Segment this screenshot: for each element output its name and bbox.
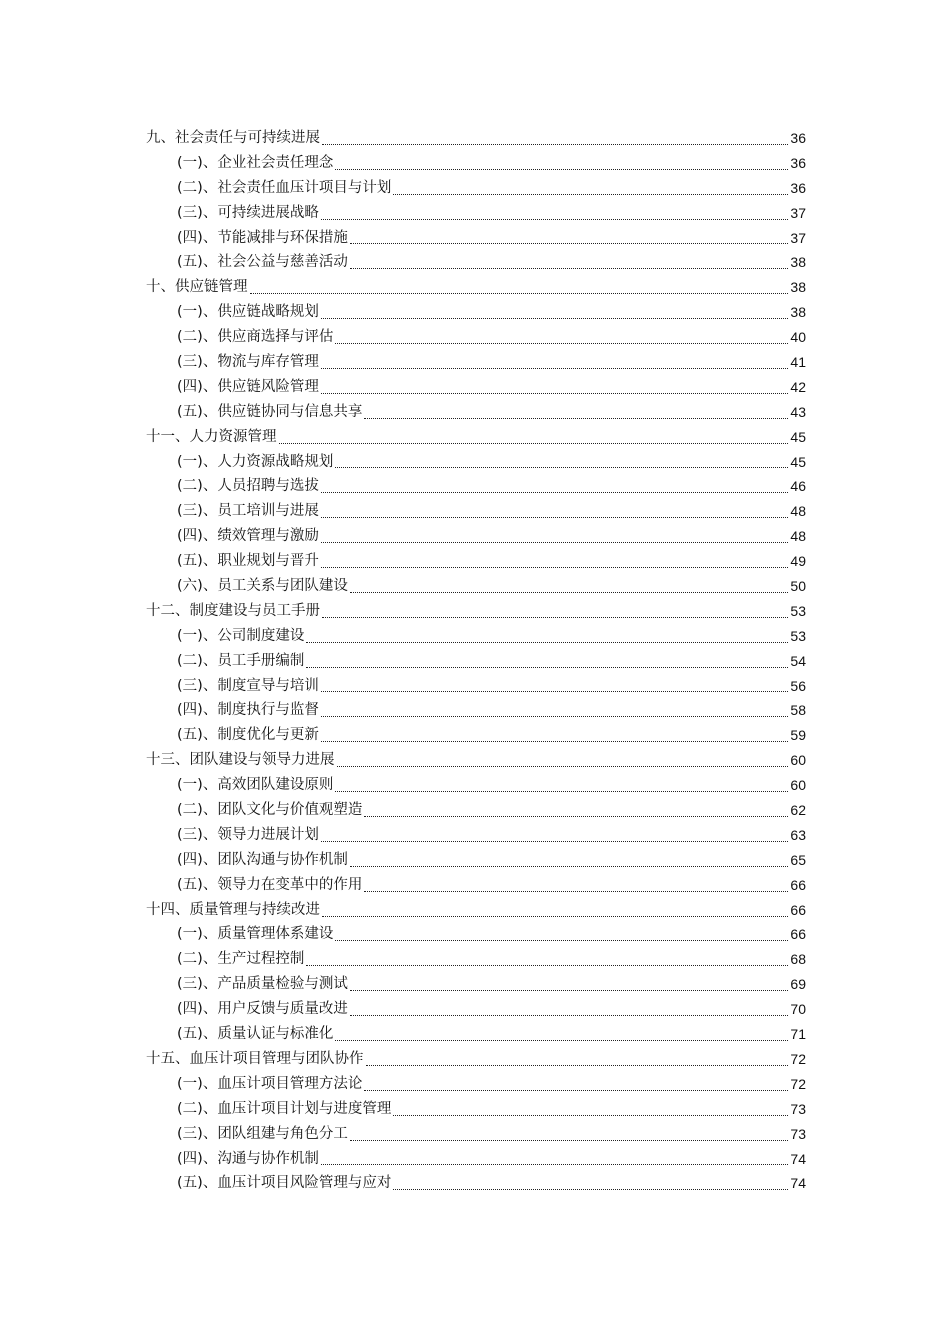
toc-dot-leader: [335, 940, 788, 941]
toc-entry-title: (三)、物流与库存管理: [177, 354, 319, 370]
toc-entry-title: (二)、社会责任血压计项目与计划: [177, 179, 392, 196]
toc-chapter-entry[interactable]: [146, 599, 806, 624]
toc-entry-title: 十三、团队建设与领导力进展: [146, 752, 335, 769]
toc-page-number: 45: [790, 453, 806, 470]
toc-page-number: 45: [790, 428, 806, 445]
toc-entry-title: (三)、可持续进展战略: [177, 204, 319, 221]
toc-dot-leader: [350, 990, 789, 991]
toc-chapter-entry[interactable]: [146, 275, 806, 300]
toc-page-number: 38: [790, 254, 806, 271]
toc-dot-leader: [321, 1164, 789, 1165]
toc-section-entry[interactable]: [146, 773, 806, 798]
toc-entry-title: (一)、公司制度建设: [177, 627, 305, 644]
toc-entry-title: (四)、绩效管理与激励: [177, 528, 319, 545]
toc-entry-title: 九、社会责任与可持续进展: [146, 129, 320, 146]
toc-entry-title: (三)、团队组建与角色分工: [177, 1125, 348, 1142]
toc-section-entry[interactable]: [146, 1122, 806, 1147]
toc-entry-title: (五)、职业规划与晋升: [177, 553, 319, 570]
toc-entry-title: (五)、制度优化与更新: [177, 727, 319, 744]
toc-section-entry[interactable]: [146, 499, 806, 524]
toc-entry-title: (五)、血压计项目风险管理与应对: [177, 1175, 392, 1192]
toc-chapter-entry[interactable]: [146, 425, 806, 450]
toc-entry-title: (五)、质量认证与标准化: [177, 1026, 334, 1043]
toc-entry-title: (二)、人员招聘与选拔: [177, 478, 319, 495]
toc-entry-title: (二)、供应商选择与评估: [177, 329, 334, 346]
toc-page-number: 72: [790, 1075, 806, 1092]
toc-page-number: 38: [790, 304, 806, 321]
table-of-contents: [146, 126, 806, 1196]
toc-section-entry[interactable]: [146, 848, 806, 873]
toc-section-entry[interactable]: [146, 325, 806, 350]
toc-section-entry[interactable]: [146, 450, 806, 475]
toc-page-number: 43: [790, 403, 806, 420]
toc-entry-title: (四)、供应链风险管理: [177, 378, 319, 395]
toc-dot-leader: [321, 368, 789, 369]
toc-page-number: 36: [790, 179, 806, 196]
toc-page-number: 66: [790, 926, 806, 943]
toc-page-number: 40: [790, 329, 806, 346]
toc-entry-title: 十四、质量管理与持续改进: [146, 901, 320, 918]
toc-page-number: 74: [790, 1150, 806, 1167]
toc-page-number: 73: [790, 1125, 806, 1142]
toc-dot-leader: [322, 617, 788, 618]
toc-dot-leader: [250, 293, 789, 294]
toc-page-number: 48: [790, 528, 806, 545]
toc-entry-title: (一)、企业社会责任理念: [177, 154, 334, 171]
toc-section-entry[interactable]: [146, 1022, 806, 1047]
toc-dot-leader: [350, 1140, 789, 1141]
toc-dot-leader: [366, 1065, 789, 1066]
toc-section-entry[interactable]: [146, 201, 806, 226]
toc-dot-leader: [306, 642, 788, 643]
toc-page-number: 60: [790, 752, 806, 769]
toc-entry-title: (二)、团队文化与价值观塑造: [177, 802, 363, 819]
toc-entry-title: (五)、领导力在变革中的作用: [177, 876, 363, 893]
toc-dot-leader: [364, 1090, 788, 1091]
toc-page-number: 54: [790, 652, 806, 669]
toc-page-number: 41: [790, 354, 806, 370]
toc-dot-leader: [350, 243, 789, 244]
toc-entry-title: (一)、质量管理体系建设: [177, 926, 334, 943]
toc-dot-leader: [350, 268, 789, 269]
toc-page-number: 58: [790, 702, 806, 719]
toc-section-entry[interactable]: [146, 574, 806, 599]
toc-entry-title: (三)、制度宣导与培训: [177, 677, 319, 694]
toc-section-entry[interactable]: [146, 250, 806, 275]
toc-dot-leader: [321, 841, 789, 842]
toc-entry-title: (二)、生产过程控制: [177, 951, 305, 968]
toc-entry-title: (四)、团队沟通与协作机制: [177, 851, 348, 868]
toc-dot-leader: [321, 741, 789, 742]
toc-entry-title: (三)、产品质量检验与测试: [177, 976, 348, 993]
toc-entry-title: (二)、血压计项目计划与进度管理: [177, 1100, 392, 1117]
toc-section-entry[interactable]: [146, 1171, 806, 1196]
toc-entry-title: (五)、社会公益与慈善活动: [177, 254, 348, 271]
toc-page-number: 36: [790, 154, 806, 171]
toc-chapter-entry[interactable]: [146, 898, 806, 923]
toc-section-entry[interactable]: [146, 997, 806, 1022]
toc-section-entry[interactable]: [146, 474, 806, 499]
toc-section-entry[interactable]: [146, 674, 806, 699]
toc-dot-leader: [321, 691, 789, 692]
toc-page-number: 66: [790, 901, 806, 918]
toc-page-number: 49: [790, 553, 806, 570]
toc-section-entry[interactable]: [146, 624, 806, 649]
toc-dot-leader: [335, 1040, 788, 1041]
toc-dot-leader: [321, 219, 789, 220]
toc-page-number: 53: [790, 602, 806, 619]
toc-dot-leader: [335, 169, 788, 170]
toc-section-entry[interactable]: [146, 649, 806, 674]
toc-section-entry[interactable]: [146, 873, 806, 898]
toc-page-number: 56: [790, 677, 806, 694]
toc-entry-title: (四)、制度执行与监督: [177, 702, 319, 719]
toc-dot-leader: [350, 1015, 789, 1016]
toc-page-number: 63: [790, 826, 806, 843]
toc-dot-leader: [321, 318, 789, 319]
toc-page-number: 37: [790, 204, 806, 221]
toc-dot-leader: [350, 866, 789, 867]
toc-section-entry[interactable]: [146, 947, 806, 972]
toc-page-number: 74: [790, 1175, 806, 1192]
toc-page-number: 62: [790, 802, 806, 819]
toc-section-entry[interactable]: [146, 549, 806, 574]
toc-page-number: 70: [790, 1001, 806, 1018]
toc-section-entry[interactable]: [146, 350, 806, 375]
toc-page-number: 71: [790, 1026, 806, 1043]
toc-dot-leader: [335, 791, 788, 792]
toc-dot-leader: [364, 816, 788, 817]
toc-page-number: 37: [790, 229, 806, 246]
toc-section-entry[interactable]: [146, 176, 806, 201]
toc-dot-leader: [335, 467, 788, 468]
toc-entry-title: (一)、人力资源战略规划: [177, 453, 334, 470]
toc-dot-leader: [337, 766, 789, 767]
toc-entry-title: (四)、用户反馈与质量改进: [177, 1001, 348, 1018]
toc-dot-leader: [321, 517, 789, 518]
toc-page-number: 38: [790, 279, 806, 296]
toc-section-entry[interactable]: [146, 798, 806, 823]
toc-section-entry[interactable]: [146, 151, 806, 176]
toc-page-number: 50: [790, 578, 806, 595]
toc-page-number: 36: [790, 129, 806, 146]
toc-dot-leader: [279, 443, 789, 444]
toc-entry-title: (一)、高效团队建设原则: [177, 777, 334, 794]
toc-page-number: 42: [790, 378, 806, 395]
toc-page-number: 60: [790, 777, 806, 794]
toc-section-entry[interactable]: [146, 375, 806, 400]
toc-page-number: 65: [790, 851, 806, 868]
toc-section-entry[interactable]: [146, 300, 806, 325]
toc-dot-leader: [321, 716, 789, 717]
toc-page-number: 59: [790, 727, 806, 744]
toc-page-number: 69: [790, 976, 806, 993]
toc-dot-leader: [321, 567, 789, 568]
toc-entry-title: (三)、领导力进展计划: [177, 826, 319, 843]
toc-section-entry[interactable]: [146, 524, 806, 549]
toc-dot-leader: [322, 916, 788, 917]
toc-dot-leader: [393, 1115, 788, 1116]
toc-entry-title: (三)、员工培训与进展: [177, 503, 319, 520]
toc-entry-title: (四)、沟通与协作机制: [177, 1150, 319, 1167]
toc-page-number: 72: [790, 1050, 806, 1067]
toc-section-entry[interactable]: [146, 400, 806, 425]
toc-entry-title: (六)、员工关系与团队建设: [177, 578, 348, 595]
toc-dot-leader: [321, 492, 789, 493]
toc-dot-leader: [335, 343, 788, 344]
toc-section-entry[interactable]: [146, 226, 806, 251]
toc-page-number: 68: [790, 951, 806, 968]
toc-dot-leader: [306, 667, 788, 668]
toc-section-entry[interactable]: [146, 972, 806, 997]
toc-entry-title: (一)、血压计项目管理方法论: [177, 1075, 363, 1092]
toc-entry-title: 十一、人力资源管理: [146, 428, 277, 445]
toc-entry-title: (二)、员工手册编制: [177, 652, 305, 669]
toc-dot-leader: [364, 418, 788, 419]
toc-entry-title: (五)、供应链协同与信息共享: [177, 403, 363, 420]
toc-section-entry[interactable]: [146, 1072, 806, 1097]
toc-dot-leader: [322, 144, 788, 145]
toc-section-entry[interactable]: [146, 723, 806, 748]
toc-page-number: 73: [790, 1100, 806, 1117]
toc-dot-leader: [364, 891, 788, 892]
toc-page-number: 46: [790, 478, 806, 495]
toc-page-number: 53: [790, 627, 806, 644]
toc-dot-leader: [306, 965, 788, 966]
toc-page-number: 66: [790, 876, 806, 893]
toc-entry-title: 十二、制度建设与员工手册: [146, 602, 320, 619]
toc-entry-title: 十五、血压计项目管理与团队协作: [146, 1050, 364, 1067]
toc-section-entry[interactable]: [146, 1097, 806, 1122]
toc-dot-leader: [393, 1189, 788, 1190]
toc-chapter-entry[interactable]: [146, 748, 806, 773]
toc-entry-title: (一)、供应链战略规划: [177, 304, 319, 321]
toc-dot-leader: [350, 592, 789, 593]
toc-section-entry[interactable]: [146, 1147, 806, 1172]
toc-section-entry[interactable]: [146, 823, 806, 848]
toc-entry-title: (四)、节能减排与环保措施: [177, 229, 348, 246]
toc-chapter-entry[interactable]: [146, 126, 806, 151]
toc-entry-title: 十、供应链管理: [146, 279, 248, 296]
toc-page-number: 48: [790, 503, 806, 520]
toc-section-entry[interactable]: [146, 698, 806, 723]
toc-section-entry[interactable]: [146, 923, 806, 948]
toc-dot-leader: [393, 194, 788, 195]
toc-dot-leader: [321, 393, 789, 394]
toc-chapter-entry[interactable]: [146, 1047, 806, 1072]
toc-dot-leader: [321, 542, 789, 543]
